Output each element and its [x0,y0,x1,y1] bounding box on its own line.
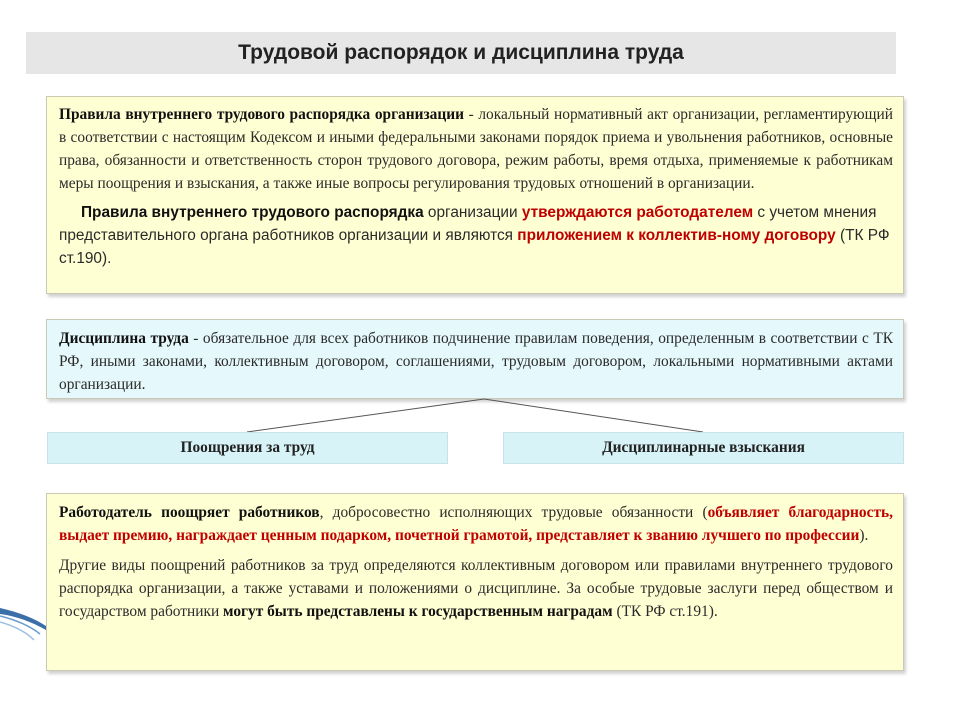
disciplinary-heading-box [503,432,904,464]
swoosh-stroke-1 [0,608,46,630]
swoosh-stroke-3 [0,622,34,640]
incentives-box [46,493,904,671]
incentives-p2-text-1: Другие виды поощрений работников за труд определяются коллективным договором или правилами внутреннего трудового распорядка организации, а также уставами и положениями о дисциплине. За особые трудовые заслуги перед обществом и государством работники [59,557,893,620]
incentives-paragraph-1 [59,501,893,547]
discipline-term: Дисциплина труда [59,330,189,347]
connector-line-right [484,399,703,432]
page-title: Трудовой распорядок и дисциплина труда [238,41,684,64]
rules-approval-text-1: организации [423,204,522,221]
rules-approval-highlight-1: утверждаются работодателем [521,204,754,221]
incentives-highlight: объявляет благодарность, выдает премию, награждает ценным подарком, почетной грамотой, представляет к званию лучшего по профессии [59,504,893,544]
incentives-p2-text-2: (ТК РФ ст.191). [612,603,718,620]
discipline-definition-text: - обязательное для всех работников подчинение правилам поведения, определенным в соответствии с ТК РФ, иными законами, коллективным договором, соглашениями, трудовым договором, локальными нормативными актами организации. [59,330,893,393]
rules-approval-text-3: (ТК РФ ст.190). [59,227,890,267]
rules-approval-term: Правила внутреннего трудового распорядка [81,204,424,221]
rules-definition-text: - локальный нормативный акт организации, регламентирующий в соответствии с настоящим Кодексом и иными федеральными законами порядок приема и увольнения работников, основные права, обязанности и ответственность сторон трудового договора, режим работы, время отдыха, применяемые к работникам меры поощрения и взыскания, а также иные вопросы регулирования трудовых отношений в организации. [59,106,893,192]
incentives-text-1: , добросовестно исполняющих трудовые обязанности ( [319,504,708,521]
rules-approval-highlight-2: приложением к коллектив-ному договору [517,227,836,244]
incentives-heading-box [47,432,448,464]
rules-term: Правила внутреннего трудового распорядка организации [59,106,464,123]
disciplinary-heading: Дисциплинарные взыскания [602,439,805,456]
incentives-term: Работодатель поощряет работников [59,504,320,521]
incentives-heading: Поощрения за труд [180,439,315,456]
connector-line-left [247,399,484,432]
incentives-paragraph-2 [59,554,893,623]
incentives-text-2: ). [859,527,869,544]
rules-approval-text-2: с учетом мнения представительного органа работников организации и являются [59,204,877,244]
decorative-swoosh [0,560,60,720]
incentives-p2-bold: могут быть представлены к государственным наградам [223,603,613,620]
swoosh-stroke-2 [0,616,40,634]
